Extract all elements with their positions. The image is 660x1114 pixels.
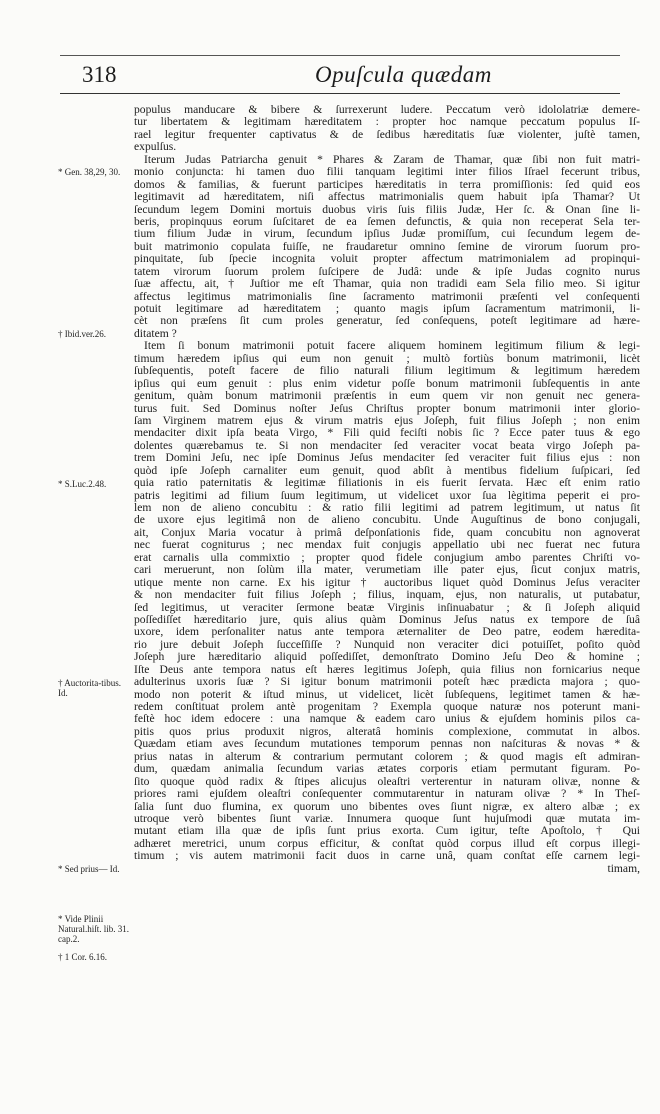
text-line: monio conjuncta: hi tamen duo filii tanquam legitimi inter filios Iſrael fecerunt tribus, bbox=[134, 166, 640, 179]
text-line: dum, quædam animalia ſecundum varias ætates corporis etiam permutant figuram. Po- bbox=[134, 763, 640, 776]
text-line: tur libertatem & legitimam hæreditatem : propter hoc namque peccatum populus Iſ- bbox=[134, 116, 640, 129]
text-line: mutant etiam illa quæ de ipſis ſunt prius exorta. Cum igitur, teſte Apoſtolo, † Qui bbox=[134, 825, 640, 838]
text-line: patris legitimi ad filium ſuum legitimum, ut videlicet uxor ſua lègitima peperit ei pro- bbox=[134, 489, 640, 502]
text-line: poſſediſſet hæreditario jure, quis alius quàm Dominus Jeſus natus ex tempore de ſuâ bbox=[134, 613, 640, 626]
running-head: Opuſcula quædam bbox=[315, 62, 492, 87]
text-line: ſalia ſunt duo flumina, ex quorum uno bibentes oves ſiunt nigræ, ex altero albæ ; ex bbox=[134, 800, 640, 813]
text-line: feſtè hoc idem edocere : una namque & eadem caro unius & ejuſdem hominis pilos ca- bbox=[134, 713, 640, 726]
margin-notes bbox=[58, 104, 128, 1104]
page-number: 318 bbox=[82, 62, 117, 87]
text-line: & non mendaciter fuit filius Joſeph ; filius, inquam, ejus, non naturalis, ut putabatur, bbox=[134, 589, 640, 602]
text-line: modo non poterit & iſtud minus, ut videlicet, licèt ſubſequens, legitimet tamen & hæ- bbox=[134, 688, 640, 701]
header-rule bbox=[60, 93, 620, 94]
text-line: pinquitate, ſub ſpecie incognita voluit propter affectum matrimonialem ad propinqui- bbox=[134, 253, 640, 266]
text-line: ſubſequentis, poteſt facere de filio naturali filium legitimum & legitimum hæredem bbox=[134, 365, 640, 378]
text-line: lem non de alieno concubitu : & ratio filii legitimi ad patrem legitimum, ut natus ſit bbox=[134, 502, 640, 514]
text-line: pitis quos prius produxit nigros, alteratâ hominis complexione, commutat in albos. bbox=[134, 725, 640, 738]
text-line: timum hæredem ipſius qui eum non genuit ; multò fortiùs bonum matrimonii, licèt bbox=[134, 352, 640, 365]
text-line: priores rami ejuſdem oleaſtri conſequenter commutarentur in naturam olivæ ? * In Theſ- bbox=[134, 788, 640, 801]
text-line: ſed legitimus, ut veraciter ſermone beatæ Virginis inſinuabatur ; & ſi Joſeph aliquid bbox=[134, 601, 640, 614]
text-line: mendaciter dixit ipſa beata Virgo, * Fili quid feciſti nobis ſic ? Ecce pater tuus & ego bbox=[134, 427, 640, 440]
text-line: domos & familias, & fuerunt participes hæreditatis in terra promiſſionis: ſed quid eos bbox=[134, 178, 640, 191]
text-line: quia ratio paternitatis & legitimæ filiationis in eis fuerit ſervata. Hæc eſt enim ratio bbox=[134, 477, 640, 490]
text-line: Iſte Deus ante tempora natus eſt hæres legitimus Joſeph, quia filius non fornicarius neque bbox=[134, 663, 640, 676]
text-line: ſito quoque quòd radix & ſtipes alicujus oleaſtri verterentur in naturam olivæ, nonne & bbox=[134, 775, 640, 788]
text-line: affectus legitimus matrimonialis ſine ſacramento matrimonii præſenti vel conſequenti bbox=[134, 290, 640, 303]
text-line: utique mente non carne. Ex his igitur † auctoribus liquet quòd Dominus Jeſus veraciter bbox=[134, 576, 640, 589]
text-line: expulſus. bbox=[134, 141, 177, 154]
text-line: dolentes quærebamus te. Si non mendaciter ſed veraciter vocat beata virgo Joſeph pa- bbox=[134, 439, 640, 452]
text-line: timam, bbox=[607, 862, 640, 875]
text-line: genitum, quàm bonum matrimonii præſentis in eum quem vir non genuit nec genera- bbox=[134, 390, 640, 403]
margin-note: * Gen. 38,29, 30. bbox=[58, 167, 121, 178]
text-line: trem Domini Jeſu, nec ipſe Dominus Jeſus mendaciter ſed veraciter fuit filius ejus : non bbox=[134, 452, 640, 465]
text-line: ſuæ affectu, ait, † Juſtior me eſt Thamar, quia non tradidi eam Sela filio meo. Si igitur bbox=[134, 278, 640, 291]
text-line: prius natas in alterum & contrarium permutant colorem ; & quod magis eſt admiran- bbox=[134, 750, 640, 763]
text-line: cèt non præſens ſit cum proles generatur, ſed conſequens, poteſt legitimare ad hære- bbox=[134, 315, 640, 328]
text-line: ditatem ? bbox=[134, 327, 177, 340]
margin-note: * Sed prius— Id. bbox=[58, 864, 120, 875]
text-line: Item ſi bonum matrimonii potuit facere aliquem hominem legitimum filium & legi- bbox=[144, 340, 640, 353]
text-line: rio jure debuit Joſeph ſucceſſiſſe ? Nunquid non veraciter dici potuiſſet, poſito quòd bbox=[134, 638, 640, 651]
text-line: populus manducare & bibere & ſurrexerunt ludere. Peccatum verò idololatriæ demere- bbox=[134, 104, 640, 116]
text-line: adhæret meretrici, unum corpus efficitur, & conſtat quòd corpus illud eſt corpus illegi- bbox=[134, 837, 640, 850]
text-line: Iterum Judas Patriarcha genuit * Phares & Zaram de Thamar, quæ ſibi non fuit matri- bbox=[144, 153, 640, 166]
text-line: utroque verò bibentes ſiunt variæ. Innumera quoque ſunt hujuſmodi quæ mutata im- bbox=[134, 812, 640, 825]
margin-note: † Ibid.ver.26. bbox=[58, 329, 106, 340]
top-rule bbox=[60, 55, 620, 56]
text-line: tium filium Judæ in virum, ſecundum ipſius Judæ promiſſum, cui ſecundum legem de- bbox=[134, 228, 640, 241]
text-line: redem conſtituat prolem antè progenitam ? Exempla quoque naturæ nos poterunt mani- bbox=[134, 701, 640, 713]
text-line: beris, propinquus eorum ſuſcitaret de ea ſemen defunctis, & quia non receperat Sela ter- bbox=[134, 215, 640, 228]
text-line: Quædam etiam aves ſecundum mutationes temporum pennas non naſcituras & novas * & bbox=[134, 738, 640, 751]
text-line: de uxore ejus legitimâ non de alieno concubitu. Unde Auguſtinus de bono conjugali, bbox=[134, 514, 640, 527]
text-line: rael legitur frequenter captivatus & de ſedibus hæreditatis ſuæ violenter, juſtè tamen, bbox=[134, 128, 640, 141]
text-line: timum ; vis autem matrimonii facit duos in carne unâ, quam conſtat eſſe carnem legi- bbox=[134, 850, 640, 863]
text-line: ipſius qui eum genuit : plus enim videtur poſſe bonum matrimonii ſubſequentis in ante bbox=[134, 377, 640, 390]
text-line: legitimavit ad hæreditatem, niſi affectus matrimonialis quem habuit ipſa Thamar? Ut bbox=[134, 191, 640, 204]
text-line: turus fuit. Sed Dominus noſter Jeſus Chriſtus propter bonum matrimonii inter glorio- bbox=[134, 402, 640, 415]
text-line: ait, Conjux Maria vocatur à primâ deſponſationis fide, quam concubitu non agnoverat bbox=[134, 526, 640, 539]
margin-note: † 1 Cor. 6.16. bbox=[58, 951, 108, 962]
text-line: nec fuerat cogniturus ; nec mendax fuit conjugis appellatio ubi nec fuerat nec futura bbox=[134, 539, 640, 552]
margin-note: † Auctorita-tibus. Id. bbox=[58, 677, 121, 698]
body-text bbox=[134, 104, 640, 875]
text-line: quòd ipſe Joſeph carnaliter eum genuit, quod abſit à mentibus fidelium ſuſpicari, ſed bbox=[134, 464, 640, 477]
text-line: cari meruerunt, non ſolùm illa mater, verumetiam ille pater ejus, ſicut conjux matris, bbox=[134, 564, 640, 577]
text-line: ſecundum legem Domini mortuis duobus viris ſuis filiis Judæ, Her ſc. & Onan ſine li- bbox=[134, 203, 640, 216]
margin-note: * Vide Plinii Natural.hiſt. lib. 31. cap.2. bbox=[58, 914, 129, 945]
margin-note: * S.Luc.2.48. bbox=[58, 478, 107, 489]
text-line: tatem virorum ſuorum prolem ſuſcipere de Judâ: unde & ipſe Judas cognito nurus bbox=[134, 265, 640, 278]
text-line: erat carnalis ulla commixtio ; propter quod fidele conjugium ambo parentes Chriſti vo- bbox=[134, 551, 640, 564]
text-line: ſam Virginem matrem ejus & virum matris ejus Joſeph, fuit filius Joſeph ; non enim bbox=[134, 414, 640, 427]
page-header bbox=[60, 60, 620, 94]
text-line: Joſeph jure hæreditario aliquid poſſediſſet, demonſtrato Domino Jeſu Deo & homine ; bbox=[134, 651, 640, 664]
text-line: buit matrimonio copulata fuiſſe, ne fraudaretur omnino ſemine de virorum ſuorum pro- bbox=[134, 240, 640, 253]
text-line: adulterinus uxoris ſuæ ? Si igitur bonum matrimonii poteſt hæc prædicta majora ; quo- bbox=[134, 676, 640, 689]
text-line: uxore, idem perſonaliter natus ante tempora æternaliter de Deo patre, eodem hæredita- bbox=[134, 626, 640, 639]
text-line: potuit legitimare ad hæreditatem ; quanto magis ipſum ſacramentum matrimonii, li- bbox=[134, 303, 640, 315]
